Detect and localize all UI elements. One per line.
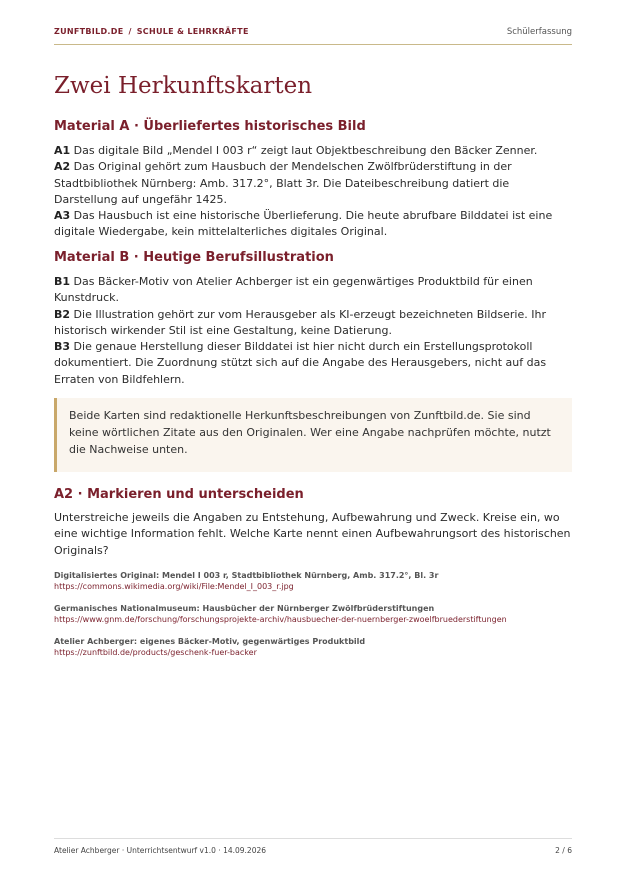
source-title: Digitalisiertes Original: Mendel I 003 r, Stadtbibliothek Nürnberg, Amb. 317.2°, Bl. 3r	[54, 571, 439, 580]
document-page	[54, 0, 572, 884]
source-link[interactable]: https://zunftbild.de/products/geschenk-fuer-backer	[54, 648, 257, 657]
item-text: Das Original gehört zum Hausbuch der Mendelschen Zwölfbrüderstiftung in der Stadtbibliothek Nürnberg: Amb. 317.2°, Blatt 3r. Die Dateibeschreibung datiert die Darstellung auf ungefähr 1425.	[54, 160, 512, 206]
task-heading: A2 · Markieren und unterscheiden	[54, 487, 304, 502]
footer-meta: Atelier Achberger · Unterrichtsentwurf v1.0 · 14.09.2026	[54, 846, 267, 855]
header-section[interactable]: SCHULE & LEHRKRÄFTE	[136, 27, 249, 36]
page-title: Zwei Herkunftskarten	[54, 73, 313, 99]
item-label: A2	[54, 160, 71, 174]
task-text: Unterstreiche jeweils die Angaben zu Entstehung, Aufbewahrung und Zweck. Kreise ein, wo eine wichtige Information fehlt. Welche Karte nennt einen Aufbewahrungsort des historischen Originals?	[54, 511, 571, 557]
material-b-heading: Material B · Heutige Berufsillustration	[54, 250, 334, 265]
item-text: Die Illustration gehört zur vom Herausgeber als KI-erzeugt bezeichneten Bildserie. Ihr historisch wirkender Stil ist eine Gestaltung, keine Datierung.	[54, 307, 546, 337]
source-entry	[54, 603, 574, 625]
item-text: Die genaue Herstellung dieser Bilddatei ist hier nicht durch ein Erstellungsprotokoll dokumentiert. Die Zuordnung stützt sich auf die Angabe des Herausgebers, nicht auf das Erraten von Bildfehlern.	[54, 340, 547, 386]
source-link[interactable]: https://commons.wikimedia.org/wiki/File:Mendel_I_003_r.jpg	[54, 582, 294, 591]
material-a-heading: Material A · Überliefertes historisches Bild	[54, 119, 366, 134]
info-note	[54, 398, 572, 472]
source-entry	[54, 570, 574, 592]
list-item	[54, 274, 574, 307]
source-title: Germanisches Nationalmuseum: Hausbücher der Nürnberger Zwölfbrüderstiftungen	[54, 604, 435, 613]
item-text: Das digitale Bild „Mendel I 003 r“ zeigt laut Objektbeschreibung den Bäcker Zenner.	[73, 144, 538, 157]
item-text: Das Bäcker-Motiv von Atelier Achberger ist ein gegenwärtiges Produktbild für einen Kunstdruck.	[54, 275, 533, 305]
item-text: Das Hausbuch ist eine historische Überlieferung. Die heute abrufbare Bilddatei ist eine digitale Wiedergabe, kein mittelalterliches digitales Original.	[54, 209, 553, 239]
item-label: B1	[54, 275, 71, 288]
list-item	[54, 307, 574, 340]
item-label: A1	[54, 144, 71, 157]
source-link[interactable]: https://www.gnm.de/forschung/forschungsprojekte-archiv/hausbuecher-der-nuernberger-zwoelfbruederstiftungen	[54, 615, 507, 624]
header-separator: /	[128, 27, 132, 36]
page-number: 2 / 6	[555, 846, 572, 855]
list-item	[54, 159, 574, 208]
item-label: A3	[54, 209, 71, 223]
source-title: Atelier Achberger: eigenes Bäcker-Motiv, gegenwärtiges Produktbild	[54, 637, 366, 646]
page-footer	[54, 838, 572, 855]
list-item	[54, 143, 574, 159]
page-header	[54, 27, 572, 45]
item-label: B2	[54, 307, 71, 321]
item-label: B3	[54, 340, 71, 354]
material-a-body	[54, 143, 574, 241]
list-item	[54, 339, 574, 388]
source-entry	[54, 636, 574, 658]
note-text: Beide Karten sind redaktionelle Herkunftsbeschreibungen von Zunftbild.de. Sie sind keine wörtlichen Zitate aus den Originalen. Wer eine Angabe nachprüfen möchte, nutzt die Nachweise unten.	[69, 409, 551, 456]
header-brand	[54, 27, 249, 36]
list-item	[54, 208, 574, 241]
material-b-body	[54, 274, 574, 388]
brand-name[interactable]: ZUNFTBILD.DE	[54, 27, 124, 36]
version-label: Schülerfassung	[506, 27, 572, 37]
